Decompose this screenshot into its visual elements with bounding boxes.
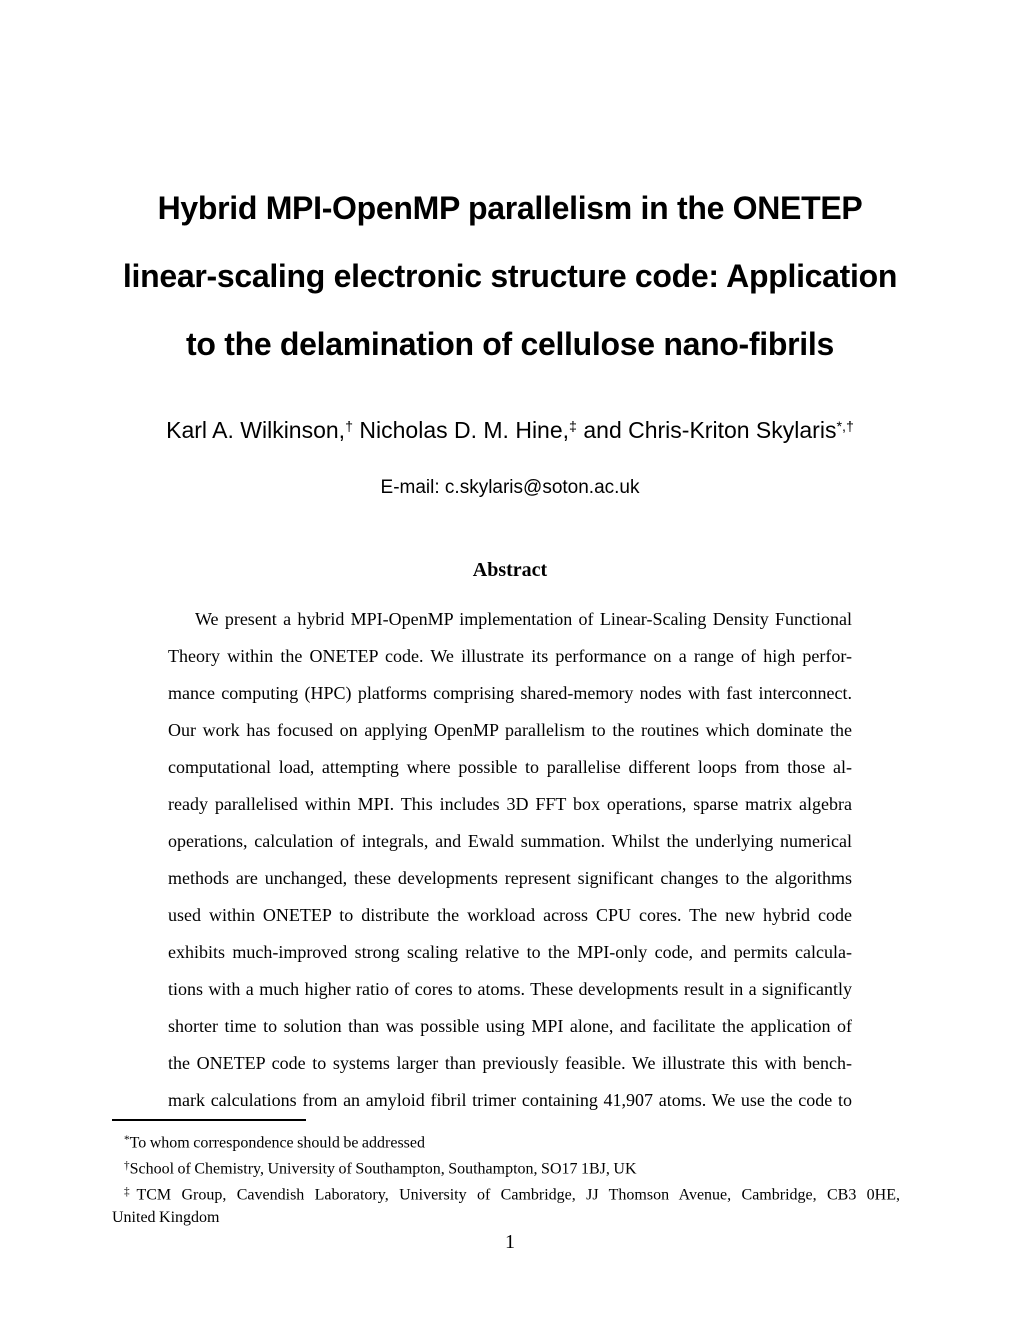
abstract-line: operations, calculation of integrals, and Ewald summation. Whilst the underlying numerical xyxy=(168,831,852,851)
abstract-line: used within ONETEP to distribute the workload across CPU cores. The new hybrid code xyxy=(168,905,852,925)
footnote-marker-dagger: † xyxy=(124,1160,130,1172)
footnote-affiliation-southampton xyxy=(112,1153,900,1179)
paper-title-line-3: to the delamination of cellulose nano-fibrils xyxy=(186,326,834,362)
abstract-line: computational load, attempting where possible to parallelise different loops from those al- xyxy=(168,757,852,777)
footnote-text: United Kingdom xyxy=(112,1209,220,1226)
abstract-heading: Abstract xyxy=(472,559,548,581)
footnote-text: TCM Group, Cavendish Laboratory, University of Cambridge, JJ Thomson Avenue, Cambridge, CB3 0HE, xyxy=(136,1186,900,1204)
footnote-marker-double-dagger: ‡ xyxy=(124,1186,137,1198)
author-name-2: Nicholas D. M. Hine, xyxy=(353,417,570,444)
footnote-text: To whom correspondence should be addressed xyxy=(129,1134,425,1152)
author-affiliation-mark-3: *,† xyxy=(836,419,854,435)
abstract-line: mark calculations from an amyloid fibril trimer containing 41,907 atoms. We use the code to xyxy=(168,1090,852,1110)
footnote-rule xyxy=(112,1119,306,1121)
author-affiliation-mark-2: ‡ xyxy=(569,419,577,435)
abstract-line: the ONETEP code to systems larger than previously feasible. We illustrate this with bench- xyxy=(168,1053,852,1073)
page-number: 1 xyxy=(505,1231,515,1253)
abstract-line: Our work has focused on applying OpenMP parallelism to the routines which dominate the xyxy=(168,720,852,740)
abstract-paragraph xyxy=(168,601,852,1119)
footnotes-block xyxy=(112,1127,900,1231)
abstract-line: tions with a much higher ratio of cores to atoms. These developments result in a significantly xyxy=(168,979,852,999)
authors-line xyxy=(0,410,1020,447)
author-affiliation-mark-1: † xyxy=(345,419,354,435)
abstract-line: We present a hybrid MPI-OpenMP implementation of Linear-Scaling Density Functional xyxy=(195,609,852,629)
author-name-1: Karl A. Wilkinson, xyxy=(166,417,346,444)
footnote-marker-asterisk: * xyxy=(124,1134,130,1146)
paper-title-line-2: linear-scaling electronic structure code: Application xyxy=(122,258,898,294)
abstract-line: Theory within the ONETEP code. We illustrate its performance on a range of high perfor- xyxy=(168,646,852,666)
abstract-line: ready parallelised within MPI. This includes 3D FFT box operations, sparse matrix algebra xyxy=(168,794,852,814)
footnote-text: School of Chemistry, University of Southampton, Southampton, SO17 1BJ, UK xyxy=(129,1160,637,1178)
footnote-affiliation-cambridge xyxy=(112,1179,900,1205)
author-name-3: and Chris-Kriton Skylaris xyxy=(576,417,837,444)
abstract-line: exhibits much-improved strong scaling relative to the MPI-only code, and permits calcula- xyxy=(168,942,852,962)
paper-title-line-1: Hybrid MPI-OpenMP parallelism in the ONETEP xyxy=(157,190,863,226)
email-line: E-mail: c.skylaris@soton.ac.uk xyxy=(380,477,640,498)
footnote-correspondence xyxy=(112,1127,900,1153)
abstract-line: shorter time to solution than was possible using MPI alone, and facilitate the application of xyxy=(168,1016,852,1036)
abstract-line: mance computing (HPC) platforms comprising shared-memory nodes with fast interconnect. xyxy=(168,683,852,703)
footnote-affiliation-cambridge-continued xyxy=(112,1205,900,1231)
abstract-line: methods are unchanged, these developments represent significant changes to the algorithms xyxy=(168,868,852,888)
